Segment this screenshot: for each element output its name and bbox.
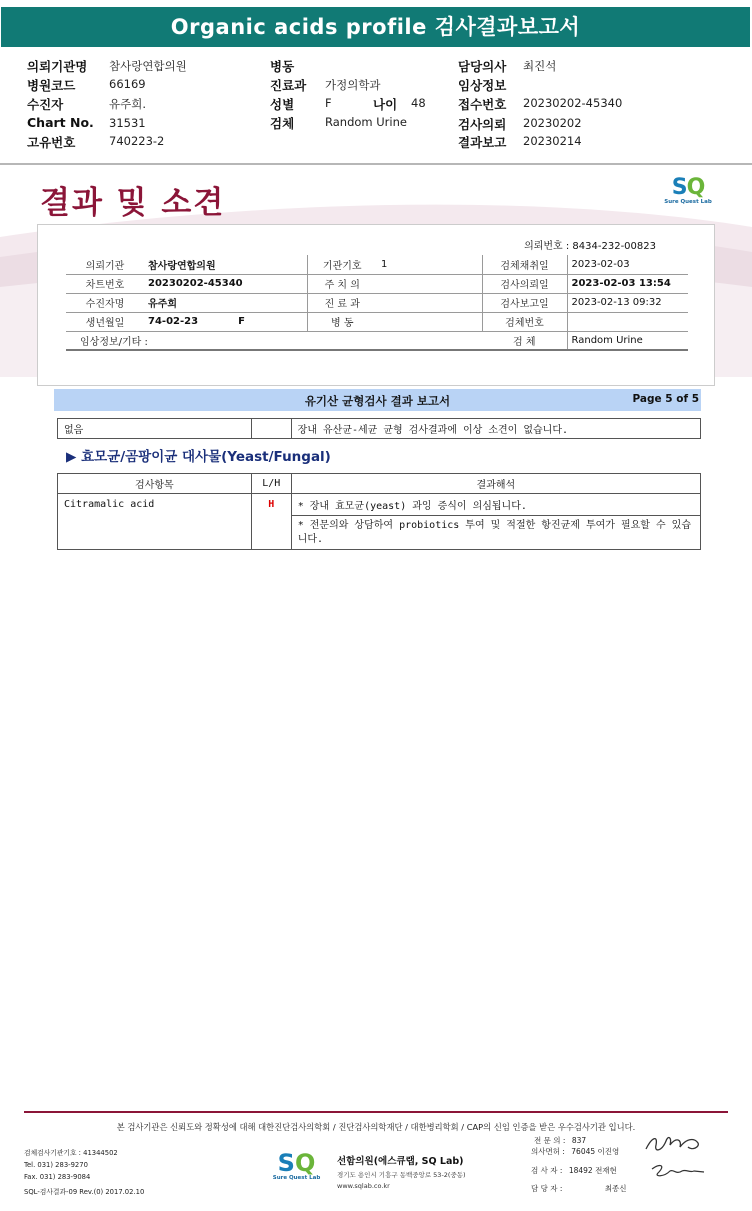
staff-role: 검 사 자 : <box>531 1166 563 1175</box>
yeast-fungal-heading: ▶ 효모균/곰팡이균 대사물(Yeast/Fungal) <box>66 449 331 465</box>
result-item: 없음 <box>58 419 252 439</box>
footer-info: SQL-검사결과-09 Rev.(0) 2017.02.10 <box>24 1188 145 1196</box>
info-label: 검체채취일 <box>482 255 567 274</box>
header-label: 병동 <box>270 59 295 74</box>
footer-info: 검체검사기관기호 : 41344502 <box>24 1149 118 1157</box>
table-row <box>66 331 688 350</box>
header-label: 수진자 <box>27 97 64 112</box>
table-row <box>66 312 688 331</box>
birthdate: 74-02-23 <box>148 316 199 327</box>
header-label: 의뢰기관명 <box>27 59 88 74</box>
previous-result-table <box>57 418 701 439</box>
info-value <box>144 312 307 331</box>
staff-line <box>534 1135 586 1146</box>
header-value: Random Urine <box>325 115 407 129</box>
staff-line <box>531 1165 617 1176</box>
info-label: 병 동 <box>307 312 377 331</box>
patient-info-card <box>37 224 715 386</box>
signature-1 <box>642 1131 706 1157</box>
info-value: 참사랑연합의원 <box>144 255 307 274</box>
result-interpretation: 장내 유산균-세균 균형 검사결과에 이상 소견이 없습니다. <box>291 419 700 439</box>
column-header: L/H <box>251 474 291 494</box>
info-value <box>377 274 482 293</box>
header-value: 48 <box>411 96 426 110</box>
patient-header <box>0 50 752 165</box>
company-address: 경기도 용인시 기흥구 동백중앙로 53-2(중동) <box>337 1171 466 1179</box>
header-value: 20230214 <box>523 134 582 148</box>
staff-number: 837 <box>571 1136 587 1145</box>
column-header: 검사항목 <box>58 474 252 494</box>
result-flag: H <box>251 494 291 550</box>
header-value: 최진석 <box>523 59 557 73</box>
info-label: 검 체 <box>482 331 567 350</box>
request-number: 의뢰번호 : 8434-232-00823 <box>524 241 656 252</box>
staff-role: 의사면허 : <box>531 1147 565 1156</box>
info-value <box>377 293 482 312</box>
sex-value: F <box>238 316 245 327</box>
info-label: 기관기호 <box>307 255 377 274</box>
header-value: 31531 <box>109 116 146 130</box>
logo-q: Q <box>686 175 705 200</box>
info-value: 2023-02-13 09:32 <box>567 293 688 312</box>
info-value: 2023-02-03 13:54 <box>567 274 688 293</box>
staff-name: 최종신 <box>604 1184 627 1193</box>
result-flag <box>251 419 291 439</box>
table-row <box>58 419 701 439</box>
header-label: 결과보고 <box>458 135 507 150</box>
report-page <box>0 167 752 1211</box>
info-label: 차트번호 <box>66 274 144 293</box>
header-value: 유주희. <box>109 97 146 111</box>
report-subtitle: 유기산 균형검사 결과 보고서 <box>304 394 451 408</box>
staff-number: 18492 <box>568 1166 593 1175</box>
table-row <box>66 293 688 312</box>
header-label: Chart No. <box>27 115 94 130</box>
header-label: 검사의뢰 <box>458 117 507 132</box>
table-header-row <box>58 474 701 494</box>
header-label: 고유번호 <box>27 135 76 150</box>
staff-number: 76045 <box>571 1147 596 1156</box>
report-title-bar <box>1 7 750 47</box>
staff-role: 담 당 자 : <box>531 1184 563 1193</box>
clinical-info-label: 임상정보/기타 : <box>66 331 482 350</box>
header-label: 임상정보 <box>458 78 507 93</box>
header-label: 성별 <box>270 97 295 112</box>
header-value: 가정의학과 <box>325 78 381 92</box>
info-value: 2023-02-03 <box>567 255 688 274</box>
info-value: 1 <box>377 255 482 274</box>
company-website: www.sqlab.co.kr <box>337 1182 390 1190</box>
page-number: Page 5 of 5 <box>632 393 699 405</box>
certification-text: 본 검사기관은 신뢰도와 정확성에 대해 대한진단검사의학회 / 진단검사의학재단 / 대한병리학회 / CAP의 신임 인증을 받은 우수검사기관 입니다. <box>116 1122 636 1132</box>
header-value: 참사랑연합의원 <box>109 59 187 73</box>
table-row <box>66 274 688 293</box>
footer-info: Tel. 031) 283-9270 <box>24 1161 88 1169</box>
sq-logo <box>663 177 713 213</box>
table-row <box>58 494 701 516</box>
header-value: 66169 <box>109 77 146 91</box>
info-value <box>377 312 482 331</box>
info-label: 의뢰기관 <box>66 255 144 274</box>
column-header: 결과해석 <box>291 474 700 494</box>
report-title: Organic acids profile 검사결과보고서 <box>170 15 581 39</box>
signature-2 <box>646 1161 710 1183</box>
company-name: 선함의원(에스큐랩, SQ Lab) <box>337 1156 464 1167</box>
info-value: 20230202-45340 <box>144 274 307 293</box>
info-label: 검사보고일 <box>482 293 567 312</box>
report-title-band <box>54 389 701 411</box>
footer-divider <box>24 1111 728 1113</box>
header-label: 병원코드 <box>27 78 76 93</box>
specimen-value: Random Urine <box>567 331 688 350</box>
staff-name: 전재현 <box>595 1166 617 1175</box>
staff-line <box>531 1146 619 1157</box>
header-value: 20230202 <box>523 116 582 130</box>
staff-line <box>531 1183 627 1194</box>
logo-s: S <box>671 175 687 200</box>
header-label: 검체 <box>270 116 295 131</box>
info-value <box>567 312 688 331</box>
logo-s: S <box>277 1149 295 1177</box>
header-label: 담당의사 <box>458 59 507 74</box>
results-table <box>57 473 701 550</box>
result-interpretation: * 전문의와 상담하여 probiotics 투여 및 적절한 항진균제 투여가 필요할 수 있습니다. <box>291 516 700 550</box>
info-label: 수진자명 <box>66 293 144 312</box>
table-row <box>66 255 688 274</box>
header-label: 접수번호 <box>458 97 507 112</box>
info-label: 생년월일 <box>66 312 144 331</box>
section-title: 결과 및 소견 <box>40 185 226 221</box>
info-label: 진 료 과 <box>307 293 377 312</box>
staff-name: 이진영 <box>597 1147 620 1156</box>
logo-subtitle: Sure Quest Lab <box>272 1175 321 1181</box>
footer-company <box>337 1153 466 1190</box>
staff-role: 전 문 의 : <box>534 1136 566 1145</box>
patient-info-table <box>66 255 688 351</box>
header-value: F <box>325 96 332 110</box>
header-label: 나이 <box>373 97 398 112</box>
result-item: Citramalic acid <box>58 494 252 550</box>
info-value: 유주희 <box>144 293 307 312</box>
header-value: 20230202-45340 <box>523 96 623 110</box>
result-interpretation: * 장내 효모균(yeast) 과잉 증식이 의심됩니다. <box>291 494 700 516</box>
header-value: 740223-2 <box>109 134 165 148</box>
footer-info: Fax. 031) 283-9084 <box>24 1173 91 1181</box>
footer-sq-logo <box>269 1151 324 1187</box>
header-label: 진료과 <box>270 78 307 93</box>
info-label: 주 치 의 <box>307 274 377 293</box>
info-label: 검체번호 <box>482 312 567 331</box>
logo-subtitle: Sure Quest Lab <box>664 199 712 205</box>
info-label: 검사의뢰일 <box>482 274 567 293</box>
logo-q: Q <box>294 1149 316 1177</box>
